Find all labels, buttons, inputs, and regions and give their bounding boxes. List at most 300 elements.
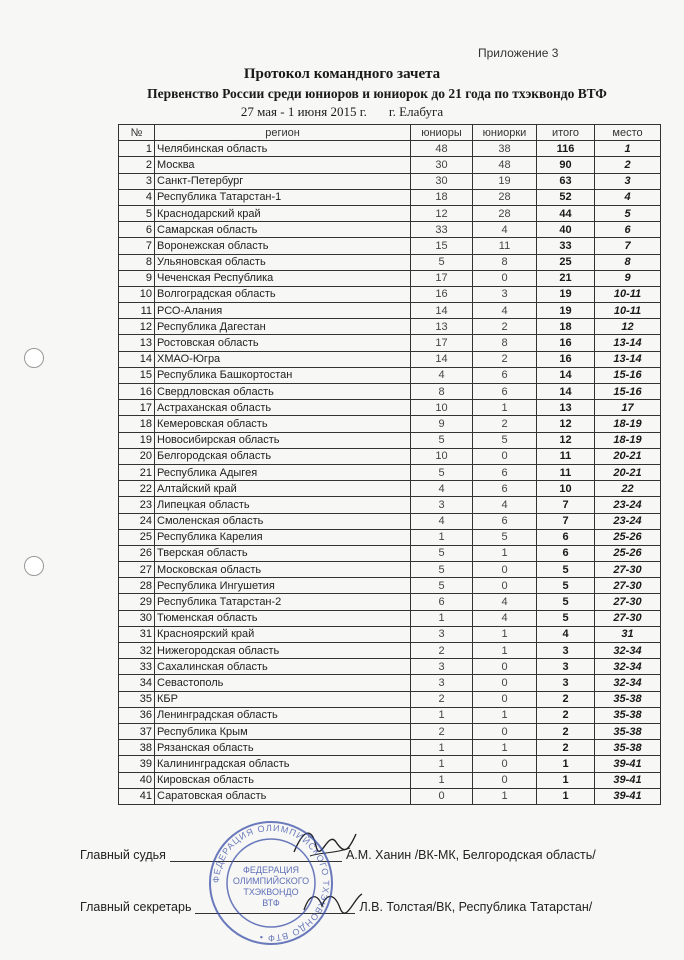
juniors-female-points: 2 [473, 351, 537, 367]
total-points: 11 [537, 448, 595, 464]
place: 15-16 [595, 384, 661, 400]
region-name: Свердловская область [155, 384, 411, 400]
place: 7 [595, 238, 661, 254]
table-row [119, 740, 661, 756]
juniors-male-points: 5 [411, 432, 473, 448]
juniors-female-points: 0 [473, 756, 537, 772]
row-number: 31 [119, 626, 155, 642]
header-juniors-male: юниоры [411, 125, 473, 141]
table-row [119, 464, 661, 480]
row-number: 37 [119, 723, 155, 739]
total-points: 2 [537, 723, 595, 739]
juniors-male-points: 48 [411, 141, 473, 157]
juniors-female-points: 6 [473, 384, 537, 400]
region-name: Алтайский край [155, 481, 411, 497]
place: 27-30 [595, 610, 661, 626]
region-name: Ульяновская область [155, 254, 411, 270]
juniors-male-points: 8 [411, 384, 473, 400]
juniors-male-points: 5 [411, 254, 473, 270]
region-name: Кемеровская область [155, 416, 411, 432]
region-name: Республика Дагестан [155, 319, 411, 335]
table-row [119, 643, 661, 659]
juniors-male-points: 33 [411, 222, 473, 238]
juniors-female-points: 4 [473, 303, 537, 319]
juniors-female-points: 8 [473, 254, 537, 270]
row-number: 25 [119, 529, 155, 545]
region-name: Кировская область [155, 772, 411, 788]
place: 27-30 [595, 594, 661, 610]
row-number: 23 [119, 497, 155, 513]
row-number: 4 [119, 189, 155, 205]
juniors-male-points: 6 [411, 594, 473, 610]
place: 3 [595, 173, 661, 189]
juniors-female-points: 0 [473, 578, 537, 594]
region-name: Санкт-Петербург [155, 173, 411, 189]
region-name: Республика Крым [155, 723, 411, 739]
juniors-female-points: 4 [473, 222, 537, 238]
juniors-male-points: 1 [411, 756, 473, 772]
region-name: Севастополь [155, 675, 411, 691]
region-name: Тюменская область [155, 610, 411, 626]
total-points: 16 [537, 351, 595, 367]
total-points: 6 [537, 529, 595, 545]
total-points: 1 [537, 788, 595, 804]
juniors-male-points: 3 [411, 497, 473, 513]
juniors-female-points: 48 [473, 157, 537, 173]
table-row [119, 286, 661, 302]
document-subtitle: Первенство России среди юниоров и юниорок до 21 года по тхэквондо ВТФ [147, 86, 607, 101]
region-name: Челябинская область [155, 141, 411, 157]
region-name: Республика Ингушетия [155, 578, 411, 594]
juniors-female-points: 0 [473, 562, 537, 578]
svg-text:ФЕДЕРАЦИЯ ОЛИМПИЙСКОГО ТХЭКВОН: ФЕДЕРАЦИЯ ОЛИМПИЙСКОГО ТХЭКВОНДО ВТФ • [210, 822, 332, 944]
row-number: 5 [119, 205, 155, 221]
place: 6 [595, 222, 661, 238]
table-row [119, 545, 661, 561]
region-name: Смоленская область [155, 513, 411, 529]
table-row [119, 626, 661, 642]
juniors-female-points: 0 [473, 723, 537, 739]
document-title: Протокол командного зачета [243, 66, 441, 82]
total-points: 11 [537, 464, 595, 480]
juniors-male-points: 5 [411, 578, 473, 594]
place: 4 [595, 189, 661, 205]
total-points: 4 [537, 626, 595, 642]
total-points: 3 [537, 643, 595, 659]
total-points: 5 [537, 562, 595, 578]
total-points: 3 [537, 675, 595, 691]
row-number: 14 [119, 351, 155, 367]
row-number: 35 [119, 691, 155, 707]
total-points: 2 [537, 707, 595, 723]
total-points: 7 [537, 497, 595, 513]
table-row [119, 141, 661, 157]
event-dates-line [0, 104, 684, 120]
region-name: КБР [155, 691, 411, 707]
chief-judge-label: Главный судья [80, 848, 166, 862]
region-name: Саратовская область [155, 788, 411, 804]
juniors-male-points: 2 [411, 691, 473, 707]
header-juniors-female: юниорки [473, 125, 537, 141]
place: 27-30 [595, 578, 661, 594]
total-points: 5 [537, 578, 595, 594]
row-number: 8 [119, 254, 155, 270]
total-points: 2 [537, 740, 595, 756]
place: 5 [595, 205, 661, 221]
row-number: 26 [119, 545, 155, 561]
total-points: 90 [537, 157, 595, 173]
table-row [119, 756, 661, 772]
region-name: Красноярский край [155, 626, 411, 642]
chief-judge-name: А.М. Ханин /ВК-МК, Белгородская область/ [345, 848, 596, 862]
place: 39-41 [595, 788, 661, 804]
table-row [119, 497, 661, 513]
row-number: 28 [119, 578, 155, 594]
juniors-female-points: 8 [473, 335, 537, 351]
region-name: Сахалинская область [155, 659, 411, 675]
place: 27-30 [595, 562, 661, 578]
region-name: Ленинградская область [155, 707, 411, 723]
place: 10-11 [595, 303, 661, 319]
total-points: 19 [537, 303, 595, 319]
juniors-male-points: 5 [411, 545, 473, 561]
region-name: Рязанская область [155, 740, 411, 756]
row-number: 3 [119, 173, 155, 189]
place: 23-24 [595, 497, 661, 513]
juniors-female-points: 1 [473, 545, 537, 561]
chief-secretary-label: Главный секретарь [80, 900, 192, 914]
row-number: 2 [119, 157, 155, 173]
row-number: 36 [119, 707, 155, 723]
table-row [119, 675, 661, 691]
svg-text:ФЕДЕРАЦИЯОЛИМПИЙСКОГОТХЭКВОНДО: ФЕДЕРАЦИЯ ОЛИМПИЙСКОГО ТХЭКВОНДО ВТФ [232, 865, 310, 908]
juniors-female-points: 5 [473, 432, 537, 448]
juniors-male-points: 12 [411, 205, 473, 221]
region-name: Волгоградская область [155, 286, 411, 302]
punch-hole [24, 348, 44, 368]
juniors-male-points: 4 [411, 481, 473, 497]
region-name: Самарская область [155, 222, 411, 238]
appendix-label: Приложение 3 [478, 46, 559, 60]
row-number: 27 [119, 562, 155, 578]
place: 39-41 [595, 772, 661, 788]
place: 2 [595, 157, 661, 173]
total-points: 2 [537, 691, 595, 707]
region-name: Московская область [155, 562, 411, 578]
region-name: Республика Татарстан-2 [155, 594, 411, 610]
header-region: регион [155, 125, 411, 141]
region-name: Липецкая область [155, 497, 411, 513]
juniors-female-points: 1 [473, 626, 537, 642]
place: 9 [595, 270, 661, 286]
place: 13-14 [595, 335, 661, 351]
table-row [119, 205, 661, 221]
row-number: 17 [119, 400, 155, 416]
juniors-female-points: 3 [473, 286, 537, 302]
row-number: 19 [119, 432, 155, 448]
table-row [119, 610, 661, 626]
place: 15-16 [595, 367, 661, 383]
total-points: 116 [537, 141, 595, 157]
table-row [119, 238, 661, 254]
juniors-female-points: 28 [473, 189, 537, 205]
region-name: Москва [155, 157, 411, 173]
total-points: 18 [537, 319, 595, 335]
juniors-male-points: 17 [411, 270, 473, 286]
table-row [119, 562, 661, 578]
place: 32-34 [595, 659, 661, 675]
total-points: 3 [537, 659, 595, 675]
place: 31 [595, 626, 661, 642]
table-row [119, 788, 661, 804]
juniors-female-points: 4 [473, 610, 537, 626]
table-row [119, 772, 661, 788]
table-row [119, 335, 661, 351]
juniors-female-points: 19 [473, 173, 537, 189]
region-name: Республика Карелия [155, 529, 411, 545]
total-points: 1 [537, 756, 595, 772]
region-name: Новосибирская область [155, 432, 411, 448]
place: 17 [595, 400, 661, 416]
event-dates: 27 мая - 1 июня 2015 г. [240, 104, 367, 119]
juniors-male-points: 15 [411, 238, 473, 254]
place: 35-38 [595, 707, 661, 723]
team-standings-table [118, 124, 661, 805]
place: 35-38 [595, 740, 661, 756]
place: 8 [595, 254, 661, 270]
total-points: 1 [537, 772, 595, 788]
row-number: 34 [119, 675, 155, 691]
row-number: 9 [119, 270, 155, 286]
juniors-female-points: 1 [473, 740, 537, 756]
table-row [119, 723, 661, 739]
table-row [119, 578, 661, 594]
total-points: 13 [537, 400, 595, 416]
place: 23-24 [595, 513, 661, 529]
juniors-male-points: 10 [411, 448, 473, 464]
region-name: Воронежская область [155, 238, 411, 254]
row-number: 1 [119, 141, 155, 157]
row-number: 22 [119, 481, 155, 497]
place: 1 [595, 141, 661, 157]
row-number: 11 [119, 303, 155, 319]
juniors-female-points: 6 [473, 464, 537, 480]
region-name: РСО-Алания [155, 303, 411, 319]
juniors-male-points: 1 [411, 740, 473, 756]
row-number: 30 [119, 610, 155, 626]
juniors-female-points: 38 [473, 141, 537, 157]
place: 12 [595, 319, 661, 335]
juniors-female-points: 6 [473, 513, 537, 529]
table-row [119, 529, 661, 545]
juniors-female-points: 4 [473, 594, 537, 610]
table-row [119, 222, 661, 238]
table-row [119, 594, 661, 610]
place: 35-38 [595, 723, 661, 739]
row-number: 32 [119, 643, 155, 659]
row-number: 29 [119, 594, 155, 610]
table-row [119, 173, 661, 189]
juniors-female-points: 6 [473, 367, 537, 383]
juniors-male-points: 30 [411, 157, 473, 173]
region-name: Республика Адыгея [155, 464, 411, 480]
place: 20-21 [595, 464, 661, 480]
region-name: Тверская область [155, 545, 411, 561]
table-row [119, 659, 661, 675]
juniors-male-points: 13 [411, 319, 473, 335]
region-name: Республика Башкортостан [155, 367, 411, 383]
juniors-female-points: 0 [473, 448, 537, 464]
total-points: 52 [537, 189, 595, 205]
table-row [119, 254, 661, 270]
juniors-female-points: 0 [473, 691, 537, 707]
juniors-male-points: 4 [411, 367, 473, 383]
table-row [119, 513, 661, 529]
juniors-male-points: 1 [411, 772, 473, 788]
total-points: 12 [537, 432, 595, 448]
juniors-female-points: 1 [473, 788, 537, 804]
row-number: 21 [119, 464, 155, 480]
total-points: 12 [537, 416, 595, 432]
juniors-male-points: 1 [411, 707, 473, 723]
juniors-male-points: 10 [411, 400, 473, 416]
region-name: ХМАО-Югра [155, 351, 411, 367]
juniors-female-points: 1 [473, 400, 537, 416]
juniors-female-points: 28 [473, 205, 537, 221]
row-number: 24 [119, 513, 155, 529]
row-number: 39 [119, 756, 155, 772]
total-points: 6 [537, 545, 595, 561]
row-number: 38 [119, 740, 155, 756]
row-number: 7 [119, 238, 155, 254]
place: 25-26 [595, 545, 661, 561]
row-number: 6 [119, 222, 155, 238]
table-row [119, 303, 661, 319]
table-row [119, 157, 661, 173]
total-points: 14 [537, 367, 595, 383]
region-name: Республика Татарстан-1 [155, 189, 411, 205]
juniors-female-points: 1 [473, 643, 537, 659]
table-row [119, 384, 661, 400]
table-row [119, 707, 661, 723]
total-points: 33 [537, 238, 595, 254]
juniors-female-points: 0 [473, 675, 537, 691]
total-points: 10 [537, 481, 595, 497]
place: 10-11 [595, 286, 661, 302]
table-body [119, 141, 661, 805]
juniors-female-points: 0 [473, 659, 537, 675]
table-row [119, 351, 661, 367]
total-points: 44 [537, 205, 595, 221]
place: 18-19 [595, 416, 661, 432]
punch-hole [24, 556, 44, 576]
juniors-male-points: 18 [411, 189, 473, 205]
row-number: 18 [119, 416, 155, 432]
table-row [119, 416, 661, 432]
region-name: Нижегородская область [155, 643, 411, 659]
juniors-male-points: 3 [411, 659, 473, 675]
total-points: 40 [537, 222, 595, 238]
header-number: № [119, 125, 155, 141]
row-number: 16 [119, 384, 155, 400]
juniors-male-points: 5 [411, 464, 473, 480]
table-row [119, 367, 661, 383]
header-total: итого [537, 125, 595, 141]
region-name: Астраханская область [155, 400, 411, 416]
header-place: место [595, 125, 661, 141]
table-row [119, 189, 661, 205]
federation-seal-stamp [206, 818, 336, 948]
total-points: 21 [537, 270, 595, 286]
table-row [119, 481, 661, 497]
juniors-male-points: 16 [411, 286, 473, 302]
row-number: 41 [119, 788, 155, 804]
chief-secretary-name: Л.В. Толстая/ВК, Республика Татарстан/ [359, 900, 593, 914]
juniors-female-points: 0 [473, 270, 537, 286]
row-number: 12 [119, 319, 155, 335]
juniors-male-points: 14 [411, 351, 473, 367]
region-name: Белгородская область [155, 448, 411, 464]
total-points: 16 [537, 335, 595, 351]
juniors-male-points: 17 [411, 335, 473, 351]
juniors-female-points: 6 [473, 481, 537, 497]
total-points: 7 [537, 513, 595, 529]
row-number: 33 [119, 659, 155, 675]
table-row [119, 319, 661, 335]
juniors-male-points: 0 [411, 788, 473, 804]
table-row [119, 400, 661, 416]
table-row [119, 270, 661, 286]
juniors-male-points: 4 [411, 513, 473, 529]
place: 18-19 [595, 432, 661, 448]
place: 20-21 [595, 448, 661, 464]
juniors-female-points: 5 [473, 529, 537, 545]
juniors-male-points: 14 [411, 303, 473, 319]
table-row [119, 691, 661, 707]
juniors-female-points: 11 [473, 238, 537, 254]
juniors-female-points: 4 [473, 497, 537, 513]
juniors-female-points: 2 [473, 416, 537, 432]
total-points: 14 [537, 384, 595, 400]
table-row [119, 432, 661, 448]
juniors-female-points: 1 [473, 707, 537, 723]
event-city: г. Елабуга [388, 104, 444, 119]
total-points: 5 [537, 610, 595, 626]
juniors-male-points: 9 [411, 416, 473, 432]
place: 32-34 [595, 675, 661, 691]
row-number: 15 [119, 367, 155, 383]
region-name: Краснодарский край [155, 205, 411, 221]
table-header-row [119, 125, 661, 141]
row-number: 10 [119, 286, 155, 302]
row-number: 20 [119, 448, 155, 464]
juniors-male-points: 3 [411, 626, 473, 642]
total-points: 63 [537, 173, 595, 189]
juniors-female-points: 2 [473, 319, 537, 335]
place: 25-26 [595, 529, 661, 545]
region-name: Ростовская область [155, 335, 411, 351]
region-name: Чеченская Республика [155, 270, 411, 286]
juniors-male-points: 1 [411, 529, 473, 545]
total-points: 25 [537, 254, 595, 270]
region-name: Калининградская область [155, 756, 411, 772]
juniors-male-points: 3 [411, 675, 473, 691]
place: 32-34 [595, 643, 661, 659]
place: 35-38 [595, 691, 661, 707]
juniors-male-points: 2 [411, 723, 473, 739]
place: 22 [595, 481, 661, 497]
table-row [119, 448, 661, 464]
